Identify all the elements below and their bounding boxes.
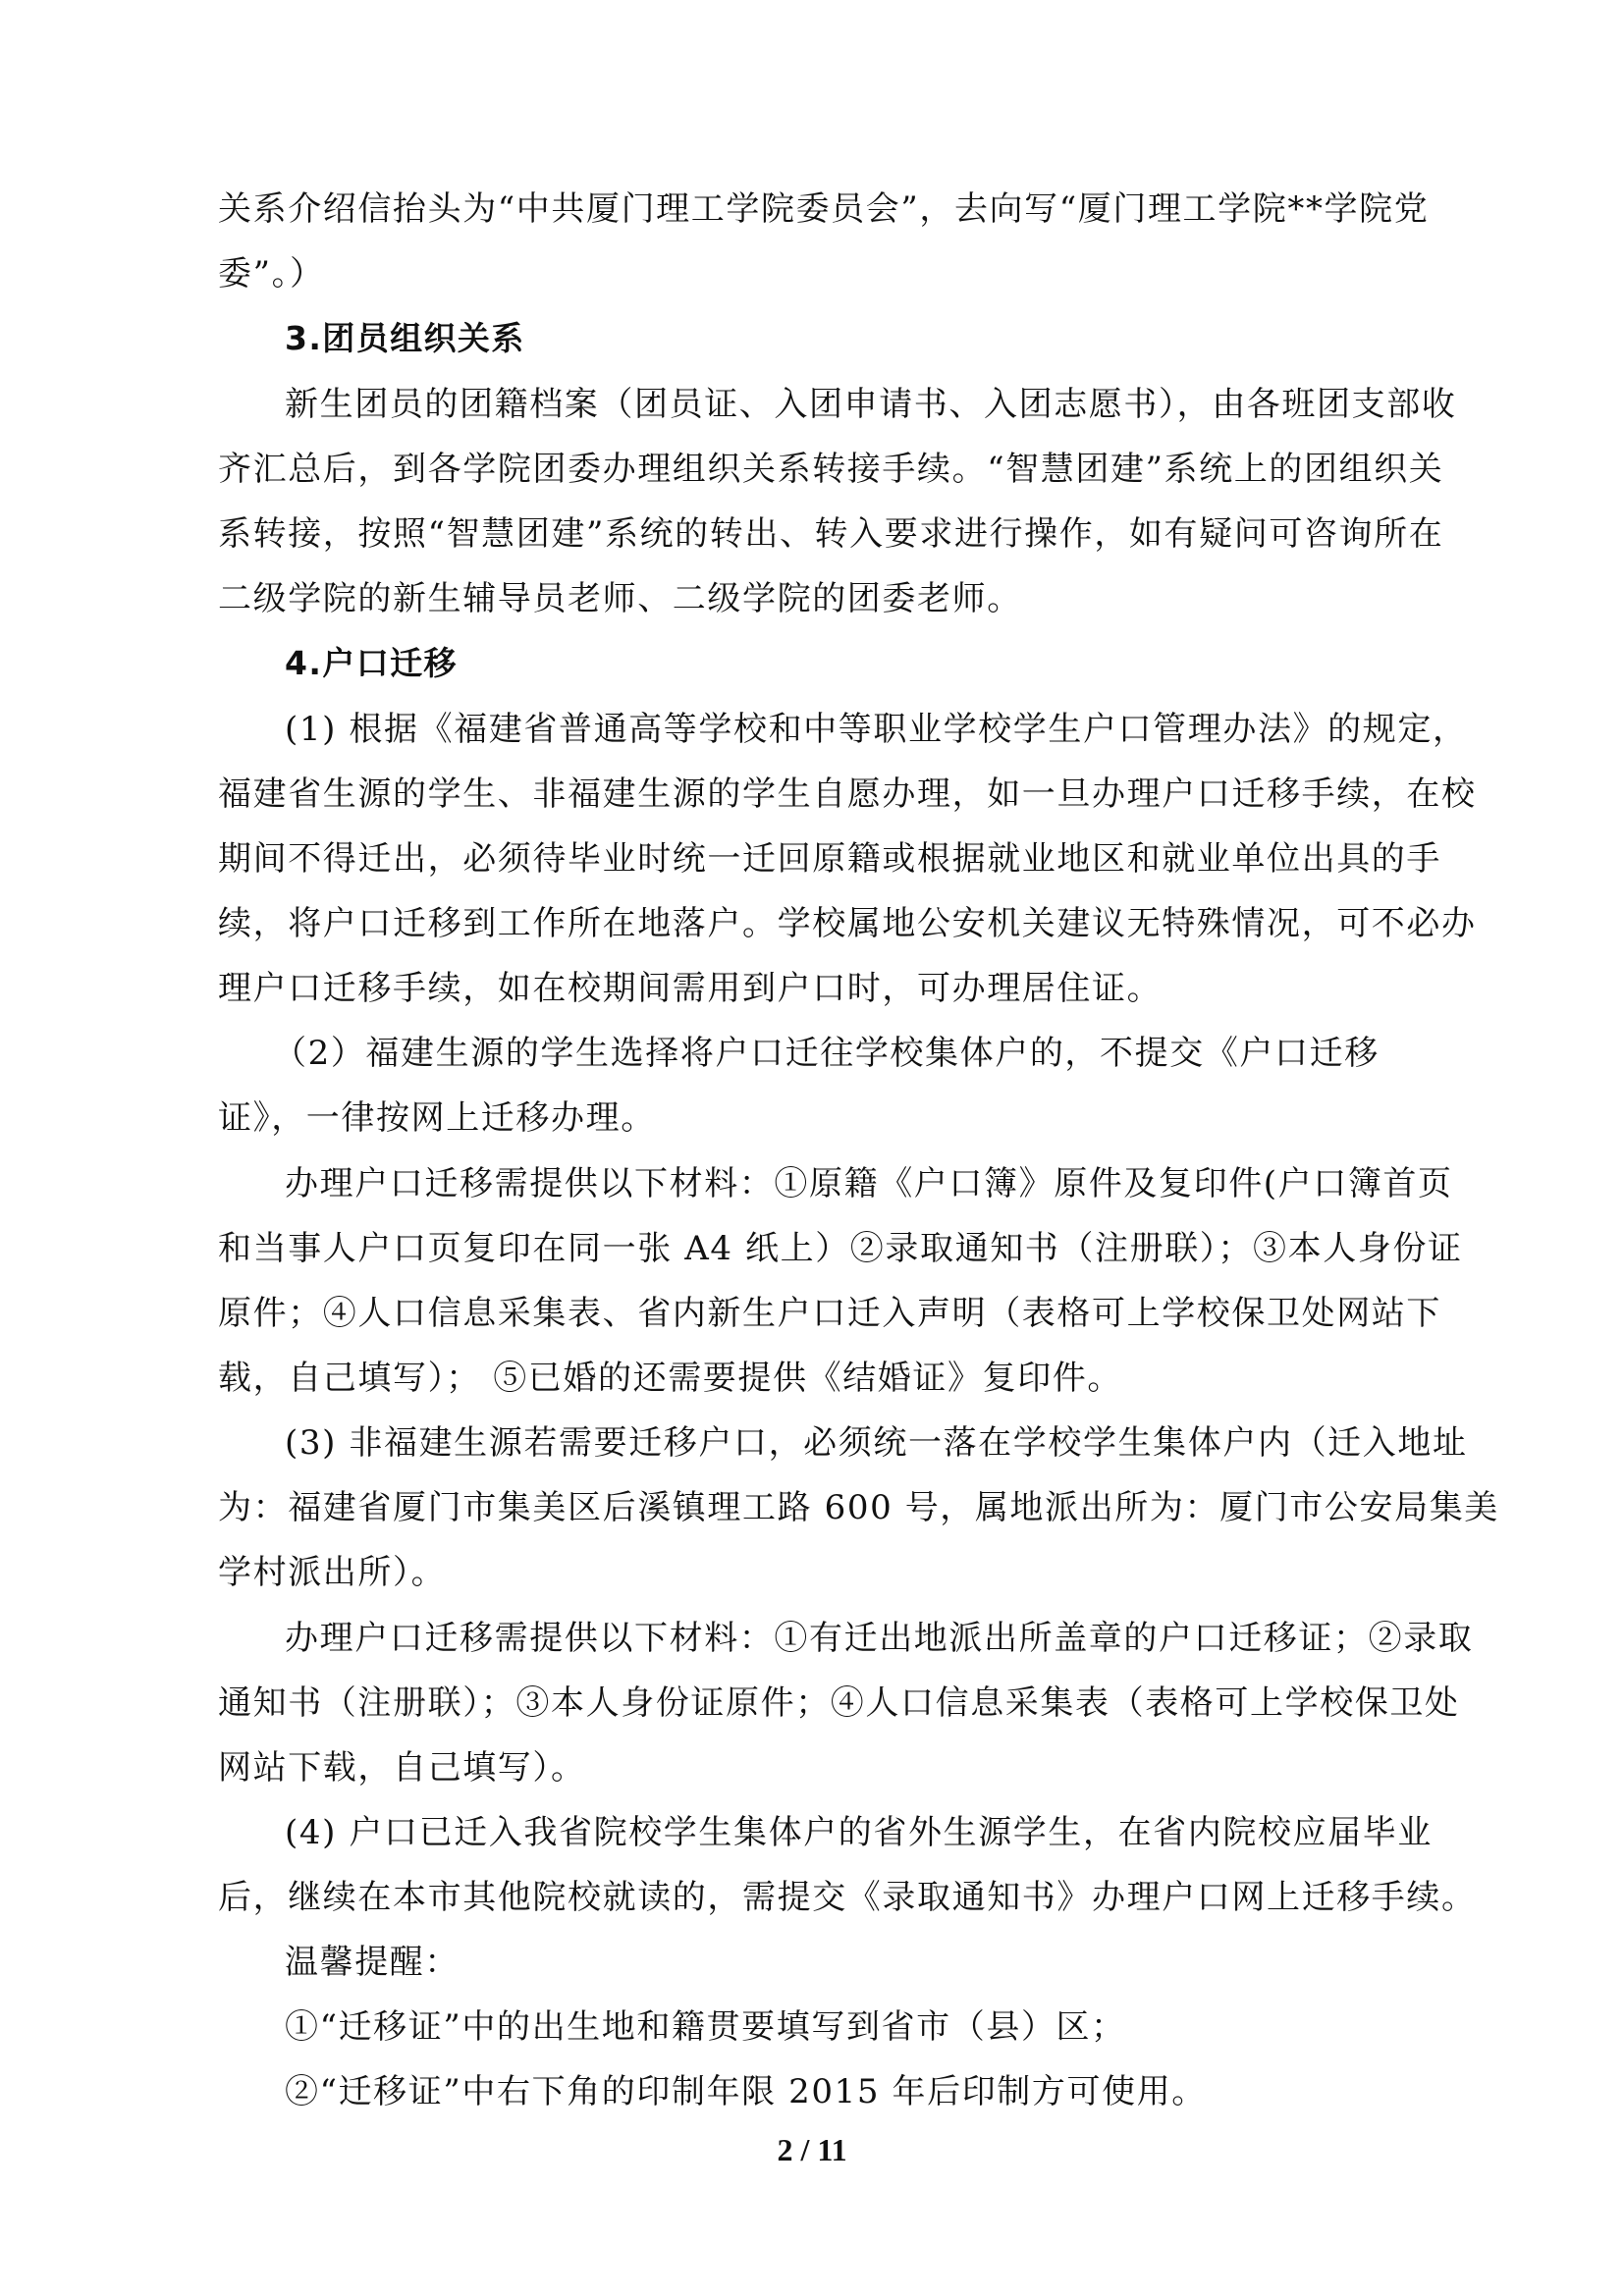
body-text-line: 委”。） <box>218 254 325 294</box>
body-text-line: 通知书（注册联）；③本人身份证原件；④人口信息采集表（表格可上学校保卫处 <box>218 1683 1460 1723</box>
body-text-line: 办理户口迁移需提供以下材料：①有迁出地派出所盖章的户口迁移证；②录取 <box>285 1619 1474 1658</box>
body-text-line: （2）福建生源的学生选择将户口迁往学校集体户的，不提交《户口迁移 <box>273 1034 1380 1073</box>
body-text-line: 二级学院的新生辅导员老师、二级学院的团委老师。 <box>218 579 1022 618</box>
reminder-heading: 温馨提醒： <box>285 1943 460 1982</box>
body-text-line: 办理户口迁移需提供以下材料：①原籍《户口簿》原件及复印件(户口簿首页 <box>285 1164 1453 1203</box>
body-text-line: (1) 根据《福建省普通高等学校和中等职业学校学生户口管理办法》的规定， <box>285 710 1468 749</box>
body-text-line: 理户口迁移手续，如在校期间需用到户口时，可办理居住证。 <box>218 969 1163 1008</box>
section-heading-household-transfer: 4.户口迁移 <box>285 644 458 682</box>
body-text-line: 原件；④人口信息采集表、省内新生户口迁入声明（表格可上学校保卫处网站下 <box>218 1294 1441 1333</box>
body-text-line: 系转接，按照“智慧团建”系统的转出、转入要求进行操作，如有疑问可咨询所在 <box>218 514 1444 554</box>
page-number: 2 / 11 <box>777 2132 847 2167</box>
body-text-line: 齐汇总后，到各学院团委办理组织关系转接手续。“智慧团建”系统上的团组织关 <box>218 450 1444 489</box>
reminder-item: ②“迁移证”中右下角的印制年限 2015 年后印制方可使用。 <box>285 2072 1207 2111</box>
body-text-line: (4) 户口已迁入我省院校学生集体户的省外生源学生，在省内院校应届毕业 <box>285 1813 1433 1852</box>
section-heading-league-membership: 3.团员组织关系 <box>285 319 525 357</box>
body-text-line: 和当事人户口页复印在同一张 A4 纸上）②录取通知书（注册联）；③本人身份证 <box>218 1229 1463 1268</box>
body-text-line: 关系介绍信抬头为“中共厦门理工学院委员会”，去向写“厦门理工学院**学院党 <box>218 189 1430 229</box>
body-text-line: (3) 非福建生源若需要迁移户口，必须统一落在学校学生集体户内（迁入地址 <box>285 1423 1468 1463</box>
body-text-line: 新生团员的团籍档案（团员证、入团申请书、入团志愿书），由各班团支部收 <box>285 385 1457 424</box>
body-text-line: 学村派出所）。 <box>218 1553 447 1592</box>
body-text-line: 期间不得迁出，必须待毕业时统一迁回原籍或根据就业地区和就业单位出具的手 <box>218 839 1441 879</box>
reminder-item: ①“迁移证”中的出生地和籍贯要填写到省市（县）区； <box>285 2007 1126 2047</box>
body-text-line: 福建省生源的学生、非福建生源的学生自愿办理，如一旦办理户口迁移手续，在校 <box>218 774 1477 814</box>
body-text-line: 为：福建省厦门市集美区后溪镇理工路 600 号，属地派出所为：厦门市公安局集美 <box>218 1488 1499 1527</box>
body-text-line: 载，自己填写）； ⑤已婚的还需要提供《结婚证》复印件。 <box>218 1359 1123 1398</box>
body-text-line: 证》，一律按网上迁移办理。 <box>218 1098 656 1138</box>
body-text-line: 网站下载，自己填写）。 <box>218 1748 586 1788</box>
body-text-line: 续，将户口迁移到工作所在地落户。学校属地公安机关建议无特殊情况，可不必办 <box>218 904 1477 943</box>
body-text-line: 后，继续在本市其他院校就读的，需提交《录取通知书》办理户口网上迁移手续。 <box>218 1878 1477 1917</box>
